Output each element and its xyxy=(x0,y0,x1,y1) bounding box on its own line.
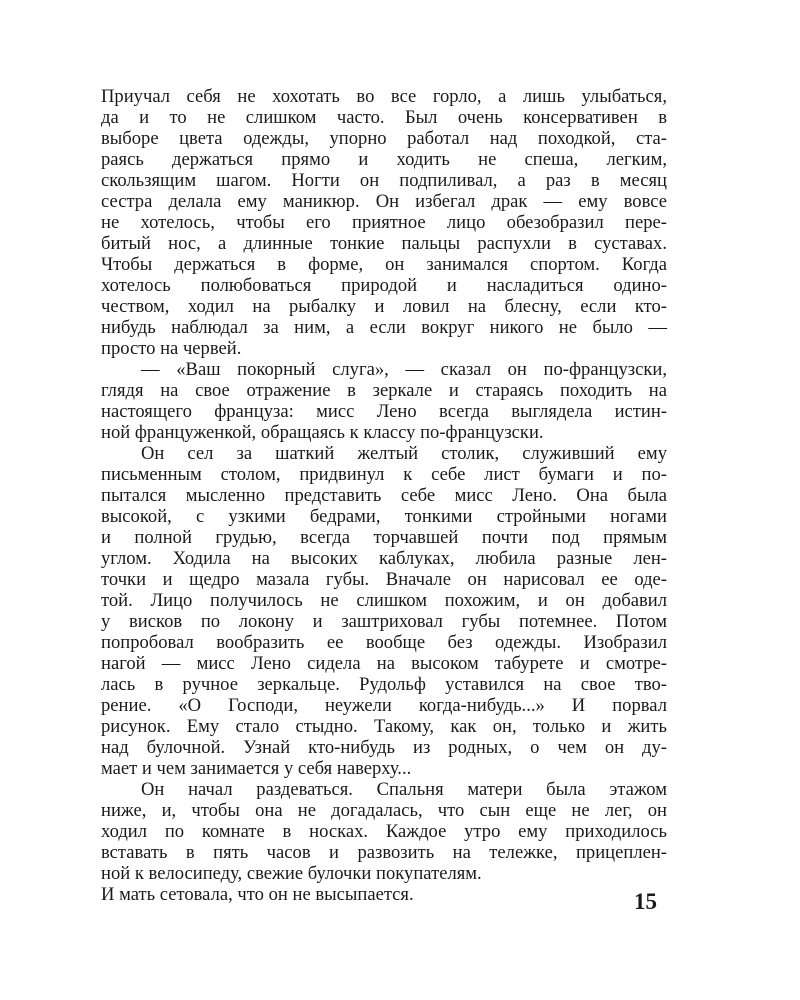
text-line: и полной грудью, всегда торчавшей почти под прямым xyxy=(101,527,667,548)
text-line: той. Лицо получилось не слишком похожим, и он добавил xyxy=(101,590,667,611)
text-line: письменным столом, придвинул к себе лист бумаги и по- xyxy=(101,464,667,485)
text-line: не хотелось, чтобы его приятное лицо обезобразил пере- xyxy=(101,212,667,233)
text-line: высокой, с узкими бедрами, тонкими стройными ногами xyxy=(101,506,667,527)
text-line: попробовал вообразить ее вообще без одежды. Изобразил xyxy=(101,632,667,653)
text-line: битый нос, а длинные тонкие пальцы распухли в суставах. xyxy=(101,233,667,254)
text-line: нагой — мисс Лено сидела на высоком табурете и смотре- xyxy=(101,653,667,674)
text-line: ходил по комнате в носках. Каждое утро ему приходилось xyxy=(101,821,667,842)
body-text xyxy=(101,86,667,905)
text-line: Приучал себя не хохотать во все горло, а лишь улыбаться, xyxy=(101,86,667,107)
paragraph-end-line: мает и чем занимается у себя наверху... xyxy=(101,758,412,779)
text-line: нибудь наблюдал за ним, а если вокруг никого не было — xyxy=(101,317,667,338)
text-line: скользящим шагом. Ногти он подпиливал, а раз в месяц xyxy=(101,170,667,191)
text-line: выборе цвета одежды, упорно работал над походкой, ста- xyxy=(101,128,667,149)
text-line: рисунок. Ему стало стыдно. Такому, как он, только и жить xyxy=(101,716,667,737)
paragraph-end-line: просто на червей. xyxy=(101,338,242,359)
text-line: хотелось полюбоваться природой и насладиться одино- xyxy=(101,275,667,296)
text-line: глядя на свое отражение в зеркале и стараясь походить на xyxy=(101,380,667,401)
page-number: 15 xyxy=(634,889,657,914)
text-line: вставать в пять часов и развозить на тележке, прицеплен- xyxy=(101,842,667,863)
paragraph-start-line: Он начал раздеваться. Спальня матери была этажом xyxy=(141,779,667,800)
text-line: раясь держаться прямо и ходить не спеша, легким, xyxy=(101,149,667,170)
paragraph-end-line: ной француженкой, обращаясь к классу по-французски. xyxy=(101,422,544,443)
text-line: пытался мысленно представить себе мисс Лено. Она была xyxy=(101,485,667,506)
text-line: рение. «О Господи, неужели когда-нибудь...» И порвал xyxy=(101,695,667,716)
text-line: точки и щедро мазала губы. Вначале он нарисовал ее оде- xyxy=(101,569,667,590)
text-line: у висков по локону и заштриховал губы потемнее. Потом xyxy=(101,611,667,632)
text-line: ной к велосипеду, свежие булочки покупателям. xyxy=(101,863,482,884)
text-line: над булочной. Узнай кто-нибудь из родных, о чем он ду- xyxy=(101,737,667,758)
text-line: Чтобы держаться в форме, он занимался спортом. Когда xyxy=(101,254,667,275)
paragraph-start-line: — «Ваш покорный слуга», — сказал он по-французски, xyxy=(141,359,667,380)
paragraph-start-line: Он сел за шаткий желтый столик, служивший ему xyxy=(141,443,667,464)
text-line: сестра делала ему маникюр. Он избегал драк — ему вовсе xyxy=(101,191,667,212)
text-line: да и то не слишком часто. Был очень консервативен в xyxy=(101,107,667,128)
paragraph-end-line: И мать сетовала, что он не высыпается. xyxy=(101,884,414,905)
text-line: настоящего француза: мисс Лено всегда выглядела истин- xyxy=(101,401,667,422)
text-line: углом. Ходила на высоких каблуках, любила разные лен- xyxy=(101,548,667,569)
text-line: лась в ручное зеркальце. Рудольф уставился на свое тво- xyxy=(101,674,667,695)
text-line: чеством, ходил на рыбалку и ловил на блесну, если кто- xyxy=(101,296,667,317)
text-line: ниже, и, чтобы она не догадалась, что сын еще не лег, он xyxy=(101,800,667,821)
